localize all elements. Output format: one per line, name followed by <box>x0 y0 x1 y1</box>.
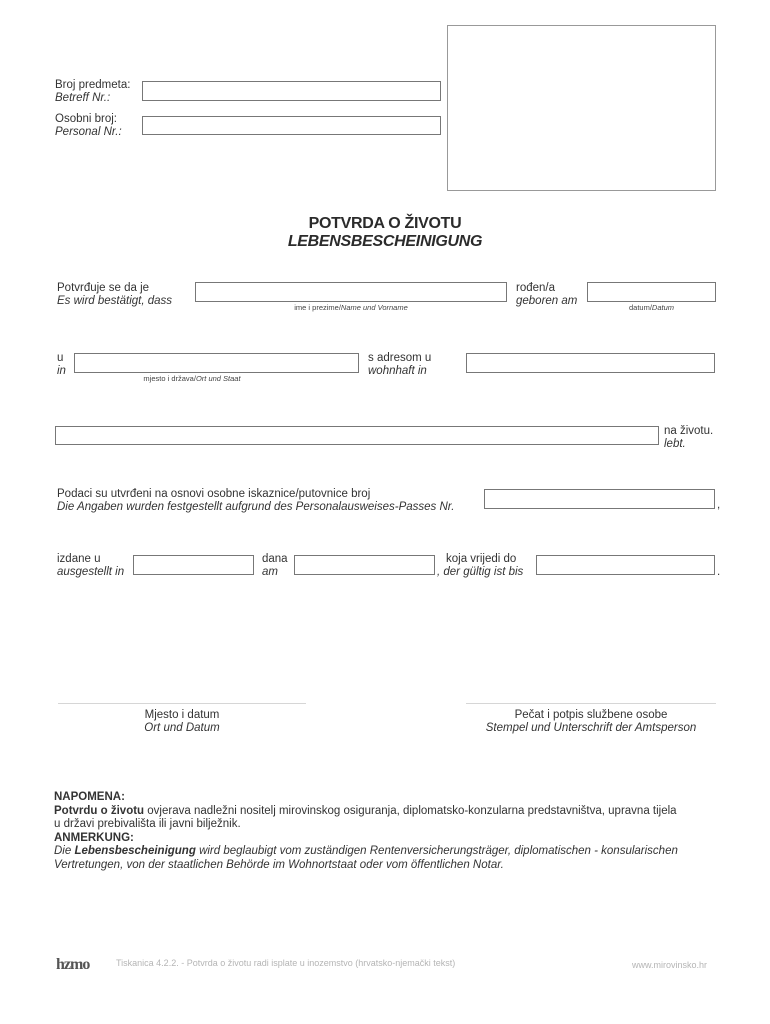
place-field[interactable] <box>74 353 359 373</box>
place-caption: mjesto i država/Ort und Staat <box>143 374 241 383</box>
stamp-box <box>447 25 716 191</box>
case-number-label: Broj predmeta: Betreff Nr.: <box>55 79 131 104</box>
personal-number-field[interactable] <box>142 116 441 135</box>
date-caption: datum/Datum <box>628 303 675 312</box>
place-date-line <box>58 703 306 704</box>
place-label: u in <box>57 352 66 377</box>
hzmo-logo: hzmo <box>56 956 90 973</box>
name-field[interactable] <box>195 282 507 302</box>
address-line-field[interactable] <box>55 426 659 445</box>
document-number-field[interactable] <box>484 489 715 509</box>
name-caption: ime i prezime/Name und Vorname <box>294 303 408 312</box>
title-hr: POTVRDA O ŽIVOTU <box>308 215 462 232</box>
birth-date-field[interactable] <box>587 282 716 302</box>
form-reference: Tiskanica 4.2.2. - Potvrda o životu radi isplate u inozemstvo (hrvatsko-njemački tekst) <box>116 958 456 968</box>
place-date-caption: Mjesto i datum Ort und Datum <box>144 709 220 734</box>
note-section: NAPOMENA: Potvrdu o životu ovjerava nadležni nositelj mirovinskog osiguranja, diplomatsko-konzularna predstavništva, upravna tijela u državi prebivališta ili javni bilježnik. ANMERKUNG: Die Lebensbescheinigung wird beglaubigt vom zuständigen Rentenversicherungsträger, diplomatischen - konsularischen Vertretungen, von der staatlichen Behörde im Wohnortstaat oder vom öffentlichen Notar. <box>54 791 678 871</box>
address-field[interactable] <box>466 353 715 373</box>
issued-place-field[interactable] <box>133 555 254 575</box>
issued-label: izdane u ausgestellt in <box>57 553 125 578</box>
comma-mark: , <box>717 499 721 511</box>
born-label: rođen/a geboren am <box>516 282 578 307</box>
stamp-signature-line <box>466 703 716 704</box>
title-de: LEBENSBESCHEINIGUNG <box>287 233 483 250</box>
personal-number-label: Osobni broj: Personal Nr.: <box>55 113 122 138</box>
stamp-signature-caption: Pečat i potpis službene osobe Stempel und Unterschrift der Amtsperson <box>485 709 697 734</box>
document-basis-label: Podaci su utvrđeni na osnovi osobne iskaznice/putovnice broj Die Angaben wurden festgestellt aufgrund des Personalausweises-Passes Nr. <box>57 488 455 513</box>
issued-date-label: dana am <box>262 553 288 578</box>
case-number-field[interactable] <box>142 81 441 101</box>
valid-until-label: koja vrijedi do , der gültig ist bis <box>437 553 524 578</box>
alive-label: na životu. lebt. <box>664 425 714 450</box>
valid-until-field[interactable] <box>536 555 715 575</box>
period-mark: . <box>717 566 721 578</box>
website-link[interactable]: www.mirovinsko.hr <box>632 960 708 970</box>
confirm-label: Potvrđuje se da je Es wird bestätigt, dass <box>57 282 173 307</box>
address-label: s adresom u wohnhaft in <box>368 352 432 377</box>
issued-date-field[interactable] <box>294 555 435 575</box>
